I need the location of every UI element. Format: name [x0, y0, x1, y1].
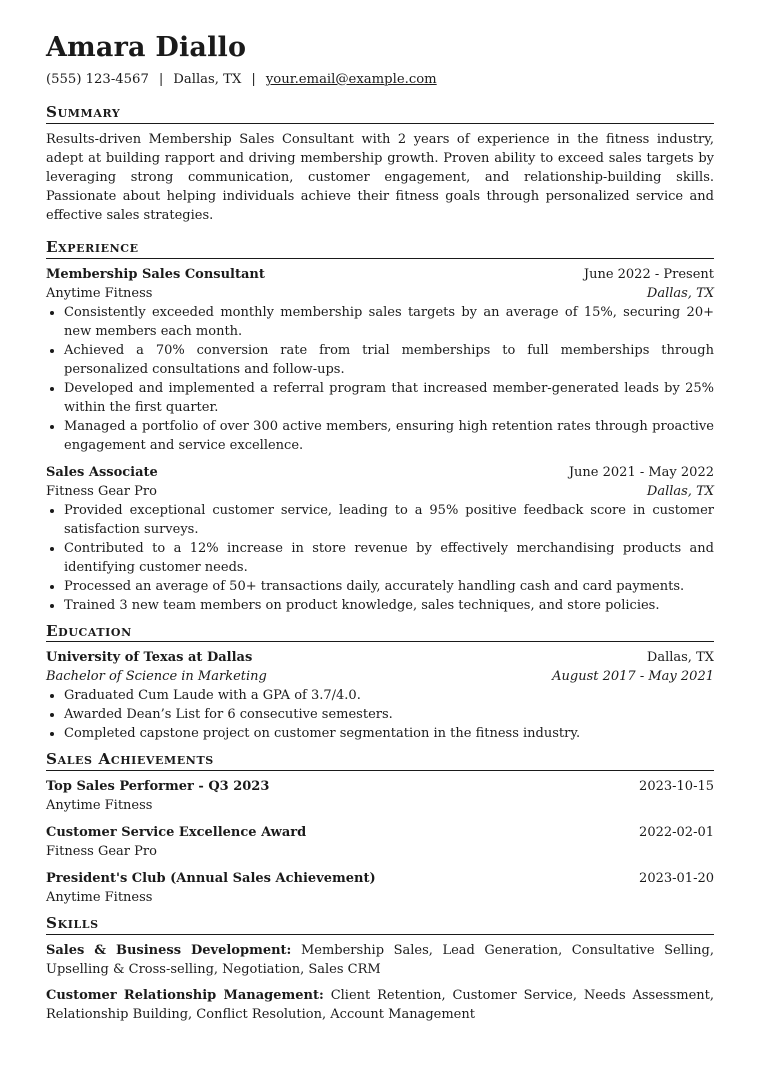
job-bullets	[46, 303, 714, 455]
education-section	[46, 648, 714, 743]
job-entry	[46, 265, 714, 455]
job-bullets	[46, 501, 714, 615]
achievement-entry	[46, 777, 714, 815]
section-title-skills: Skills	[46, 915, 714, 935]
achievement-org: Anytime Fitness	[46, 890, 153, 906]
achievement-date: 2023-01-20	[639, 871, 714, 887]
bullet-item: • Managed a portfolio of over 300 active members, ensuring high retention rates through proactive engagement and service excellence.	[64, 417, 714, 455]
achievement-entry	[46, 869, 714, 907]
bullet-item: • Awarded Dean’s List for 6 consecutive semesters.	[64, 705, 714, 724]
location: Dallas, TX	[173, 72, 242, 87]
job-dates: June 2021 - May 2022	[568, 464, 714, 480]
job-location: Dallas, TX	[646, 483, 714, 499]
candidate-name: Amara Diallo	[46, 32, 247, 63]
contact-line	[46, 73, 714, 86]
achievement-name: Top Sales Performer - Q3 2023	[46, 779, 270, 795]
bullet-item: • Trained 3 new team members on product knowledge, sales techniques, and store policies.	[64, 596, 714, 615]
bullet-item: • Achieved a 70% conversion rate from trial memberships to full memberships through personalized consultations and follow-ups.	[64, 341, 714, 379]
email-link[interactable]: your.email@example.com	[265, 72, 437, 87]
job-entry	[46, 463, 714, 615]
education-dates: August 2017 - May 2021	[552, 669, 714, 685]
phone-number: (555) 123-4567	[46, 72, 149, 87]
contact-separator: |	[158, 72, 164, 87]
job-company: Fitness Gear Pro	[46, 483, 157, 499]
achievement-entry	[46, 823, 714, 861]
section-title-education: Education	[46, 623, 714, 643]
bullet-item: • Contributed to a 12% increase in store revenue by effectively merchandising products and identifying customer needs.	[64, 539, 714, 577]
contact-separator: |	[251, 72, 256, 87]
skills-section	[46, 941, 714, 1024]
degree: Bachelor of Science in Marketing	[46, 669, 267, 685]
achievement-name: Customer Service Excellence Award	[46, 825, 307, 841]
section-title-achievements: Sales Achievements	[46, 751, 714, 771]
job-role: Sales Associate	[46, 464, 158, 480]
achievement-org: Fitness Gear Pro	[46, 844, 157, 860]
job-dates: June 2022 - Present	[583, 266, 714, 282]
school-location: Dallas, TX	[646, 650, 714, 666]
achievements-section	[46, 777, 714, 907]
achievement-date: 2022-02-01	[639, 825, 714, 841]
section-title-summary: Summary	[46, 104, 714, 124]
job-company: Anytime Fitness	[46, 285, 153, 301]
bullet-item: • Provided exceptional customer service, leading to a 95% positive feedback score in customer satisfaction surveys.	[64, 501, 714, 539]
job-location: Dallas, TX	[646, 285, 714, 301]
school-name: University of Texas at Dallas	[46, 650, 253, 666]
bullet-item: • Completed capstone project on customer segmentation in the fitness industry.	[64, 724, 714, 743]
experience-section	[46, 265, 714, 615]
bullet-item: • Graduated Cum Laude with a GPA of 3.7/4.0.	[64, 686, 714, 705]
skill-group	[46, 986, 714, 1024]
skill-group-text: Client Retention, Customer Service, Needs Assessment, Relationship Building, Conflict Resolution, Account Management	[46, 987, 714, 1022]
skill-group-text: Membership Sales, Lead Generation, Consultative Selling, Upselling & Cross-selling, Negotiation, Sales CRM	[46, 942, 715, 977]
skill-group	[46, 941, 714, 979]
bullet-item: • Developed and implemented a referral program that increased member-generated leads by 25% within the first quarter.	[64, 379, 714, 417]
job-role: Membership Sales Consultant	[46, 266, 265, 282]
section-title-experience: Experience	[46, 239, 714, 259]
skill-group-label: Sales & Business Development:	[46, 942, 292, 958]
achievement-name: President's Club (Annual Sales Achievement)	[46, 871, 376, 887]
bullet-item: • Consistently exceeded monthly membership sales targets by an average of 15%, securing 20+ new members each month.	[64, 303, 714, 341]
education-bullets	[46, 686, 714, 743]
skill-group-label: Customer Relationship Management:	[46, 987, 324, 1003]
achievement-org: Anytime Fitness	[46, 798, 153, 814]
summary-text: Results-driven Membership Sales Consultant with 2 years of experience in the fitness industry, adept at building rapport and driving membership growth. Proven ability to exceed sales targets by leveraging strong communication, customer engagement, and relationship-building skills. Passionate about helping individuals achieve their fitness goals through personalized service and effective sales strategies.	[46, 131, 714, 223]
achievement-date: 2023-10-15	[639, 779, 714, 795]
bullet-item: • Processed an average of 50+ transactions daily, accurately handling cash and card payments.	[64, 577, 714, 596]
